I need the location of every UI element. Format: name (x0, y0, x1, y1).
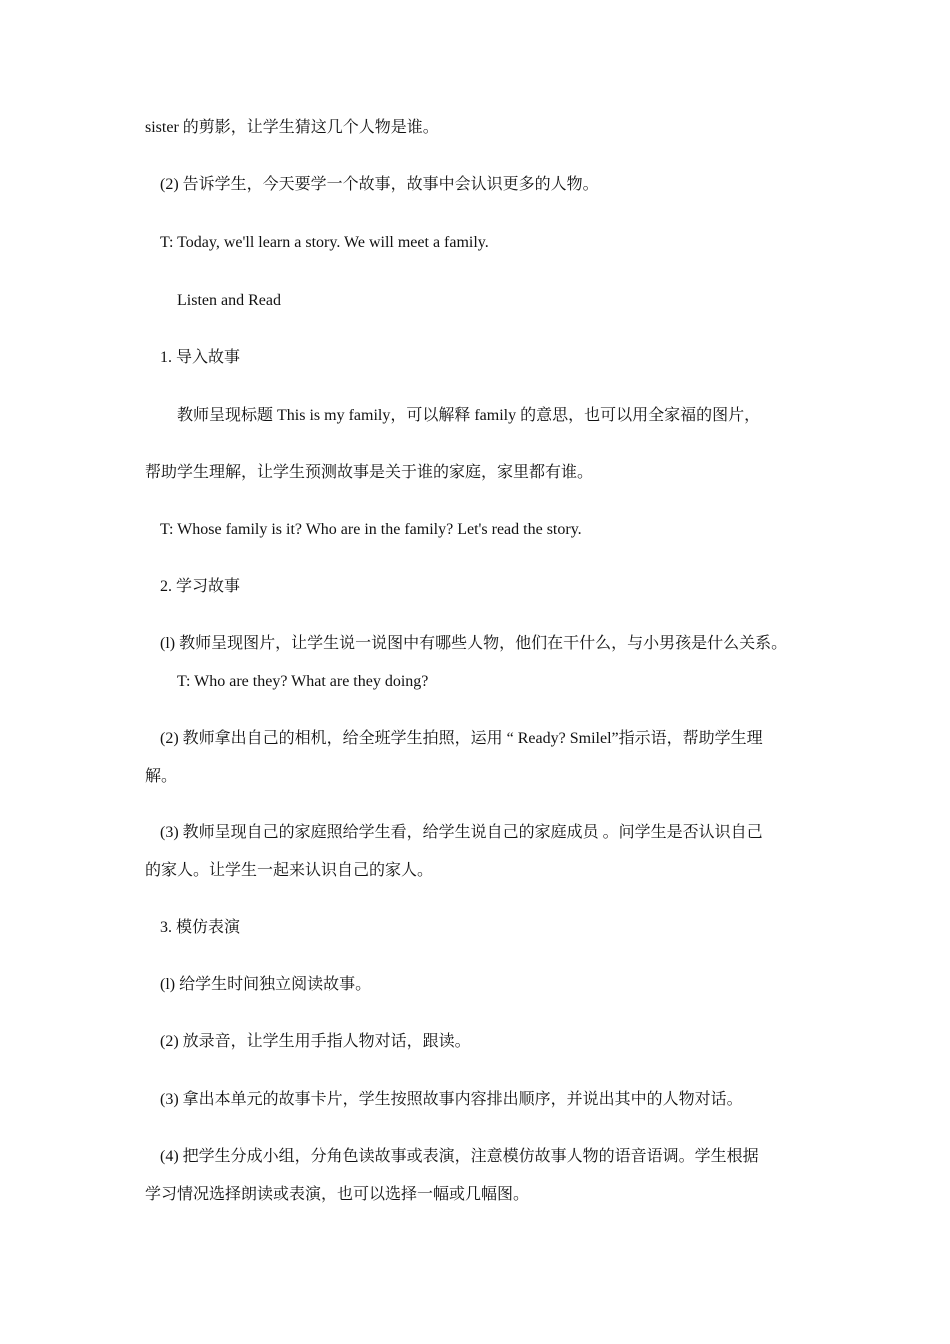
text-line: T: Who are they? What are they doing? (177, 673, 429, 690)
text-line: (3) 教师呈现自己的家庭照给学生看，给学生说自己的家庭成员 。问学生是否认识自己 (160, 824, 763, 841)
text-line: T: Today, we'll learn a story. We will meet a family. (160, 234, 489, 251)
text-line: T: Whose family is it? Who are in the family? Let's read the story. (160, 521, 582, 538)
text-line: 的家人。让学生一起来认识自己的家人。 (145, 862, 434, 879)
text-line: (2) 教师拿出自己的相机，给全班学生拍照，运用 “ Ready? Smilel”指示语，帮助学生理 (160, 730, 763, 747)
text-line: (l) 给学生时间独立阅读故事。 (160, 976, 372, 993)
text-line: sister 的剪影，让学生猜这几个人物是谁。 (145, 119, 439, 136)
text-line: (4) 把学生分成小组，分角色读故事或表演，注意模仿故事人物的语音语调。学生根据 (160, 1148, 759, 1165)
section-heading: 1. 导入故事 (160, 349, 241, 366)
section-heading: 2. 学习故事 (160, 578, 241, 595)
text-line: 帮助学生理解，让学生预测故事是关于谁的家庭，家里都有谁。 (145, 464, 594, 481)
text-line: (3) 拿出本单元的故事卡片，学生按照故事内容排出顺序，并说出其中的人物对话。 (160, 1091, 743, 1108)
text-line: (2) 放录音，让学生用手指人物对话，跟读。 (160, 1033, 471, 1050)
section-heading: Listen and Read (177, 292, 281, 309)
text-line: (2) 告诉学生，今天要学一个故事，故事中会认识更多的人物。 (160, 176, 599, 193)
text-line: (l) 教师呈现图片，让学生说一说图中有哪些人物，他们在干什么，与小男孩是什么关系。 (160, 635, 788, 652)
text-line: 解。 (145, 768, 178, 785)
text-line: 学习情况选择朗读或表演，也可以选择一幅或几幅图。 (145, 1186, 530, 1203)
section-heading: 3. 模仿表演 (160, 919, 241, 936)
text-line: 教师呈现标题 This is my family，可以解释 family 的意思，也可以用全家福的图片， (177, 407, 761, 424)
